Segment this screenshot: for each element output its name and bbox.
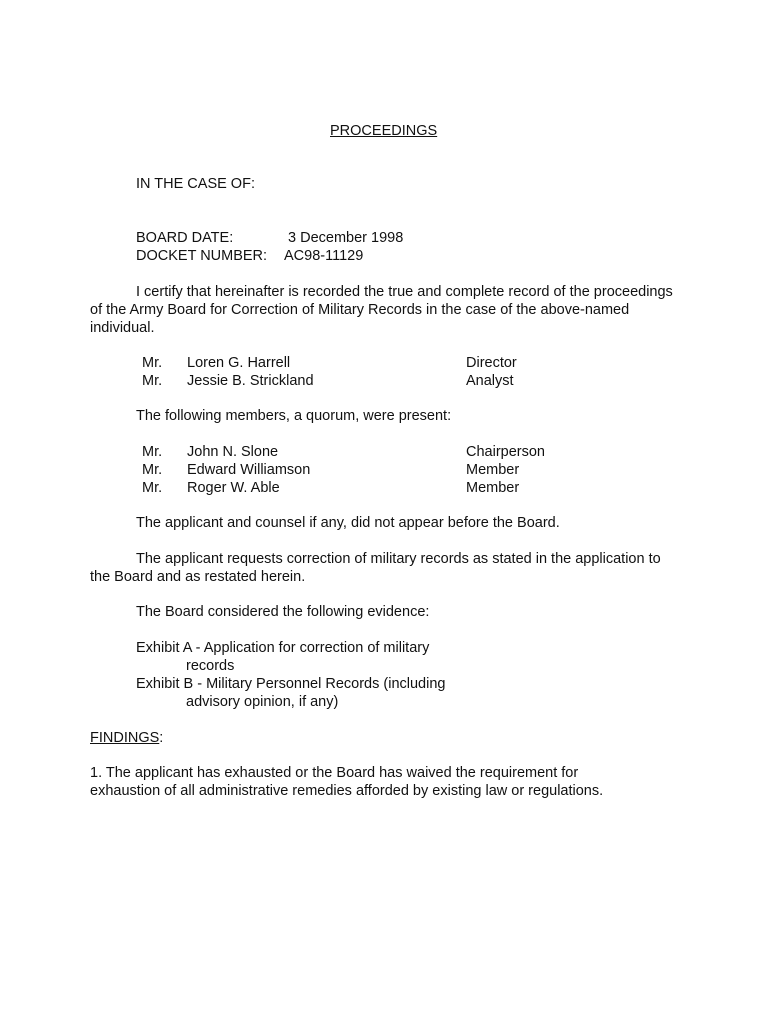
member-name: Roger W. Able: [187, 480, 280, 496]
staff-title: Mr.: [142, 373, 163, 389]
exhibit-b-line2: advisory opinion, if any): [186, 694, 339, 710]
staff-role: Analyst: [466, 373, 514, 389]
member-name: Edward Williamson: [187, 462, 311, 478]
member-title: Mr.: [142, 480, 163, 496]
member-title: Mr.: [142, 444, 163, 460]
quorum-text: The following members, a quorum, were present:: [136, 408, 452, 424]
member-role: Chairperson: [466, 444, 545, 460]
findings-colon: :: [159, 730, 164, 746]
finding-1: 1. The applicant has exhausted or the Board has waived the requirement for exhaustion of all administrative remedies afforded by existing law or regulations.: [90, 765, 604, 799]
exhibit-a-line1: Exhibit A - Application for correction of military: [136, 640, 430, 656]
member-name: John N. Slone: [187, 444, 279, 460]
staff-name: Loren G. Harrell: [187, 355, 291, 371]
board-date-value: 3 December 1998: [288, 230, 404, 246]
certify-paragraph: I certify that hereinafter is recorded the true and complete record of the proceedings of the Army Board for Correction of Military Records in the case of the above-named individual.: [90, 284, 673, 336]
member-title: Mr.: [142, 462, 163, 478]
board-date-label: BOARD DATE:: [136, 230, 234, 246]
docket-label: DOCKET NUMBER:: [136, 248, 268, 264]
member-role: Member: [466, 480, 520, 496]
appear-text: The applicant and counsel if any, did not appear before the Board.: [136, 515, 560, 531]
docket-value: AC98-11129: [284, 248, 364, 264]
evidence-intro: The Board considered the following evidence:: [136, 604, 430, 620]
staff-role: Director: [466, 355, 517, 371]
staff-title: Mr.: [142, 355, 163, 371]
findings-label: FINDINGS: [90, 730, 160, 746]
request-paragraph: The applicant requests correction of military records as stated in the application to the Board and as restated herein.: [90, 551, 661, 585]
case-label: IN THE CASE OF:: [136, 176, 255, 192]
findings-heading: [90, 729, 163, 747]
member-role: Member: [466, 462, 520, 478]
staff-name: Jessie B. Strickland: [187, 373, 314, 389]
page-title: PROCEEDINGS: [330, 123, 438, 139]
exhibit-a-line2: records: [186, 658, 235, 674]
exhibit-b-line1: Exhibit B - Military Personnel Records (including: [136, 676, 446, 692]
